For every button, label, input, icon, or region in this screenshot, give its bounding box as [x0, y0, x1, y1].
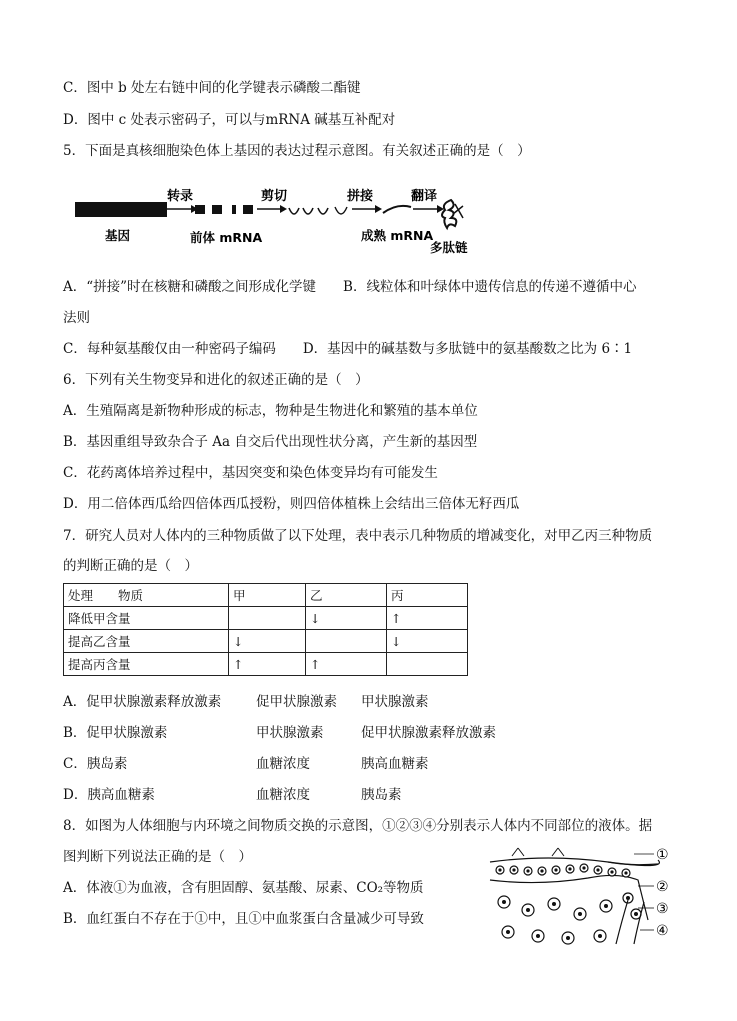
- table-cell: [387, 653, 468, 676]
- marker-2: ②: [656, 879, 669, 895]
- table-header-row: [64, 584, 468, 607]
- q7-option-b-1: B．促甲状腺激素: [63, 725, 168, 741]
- q6-option-c: C．花药离体培养过程中，基因突变和染色体变异均有可能发生: [63, 465, 438, 481]
- q7-option-a-1: A．促甲状腺激素释放激素: [63, 694, 222, 710]
- q5-option-ab: A．“拼接”时在核糖和磷酸之间形成化学键 B．线粒体和叶绿体中遗传信息的传递不遵循中心: [63, 279, 637, 295]
- q4-option-d: D．图中 c 处表示密码子，可以与mRNA 碱基互补配对: [63, 112, 396, 128]
- label-mature-mrna: 成熟 mRNA: [361, 228, 434, 243]
- q8-stem-cont: 图判断下列说法正确的是（ ）: [63, 849, 252, 865]
- q7-option-a-3: 甲状腺激素: [361, 694, 429, 710]
- label-polypeptide: 多肽链: [430, 240, 468, 255]
- step-joining: 拼接: [347, 189, 374, 204]
- q7-option-c-3: 胰高血糖素: [361, 756, 429, 772]
- table-cell: ↑: [387, 607, 468, 630]
- step-translation: 翻译: [411, 189, 438, 204]
- q8-stem: 8．如图为人体细胞与内环境之间物质交换的示意图，①②③④分别表示人体内不同部位的液体。据: [63, 818, 653, 834]
- table-cell: ↓: [387, 630, 468, 653]
- table-row: [64, 630, 468, 653]
- table-header-cell: 乙: [306, 584, 387, 607]
- q7-stem-cont: 的判断正确的是（ ）: [63, 558, 198, 574]
- table-cell: ↑: [229, 653, 306, 676]
- step-transcription: 转录: [167, 189, 194, 204]
- q7-option-b-2: 甲状腺激素: [256, 725, 324, 741]
- q6-option-b: B．基因重组导致杂合子 Aa 自交后代出现性状分离，产生新的基因型: [63, 434, 478, 450]
- q7-stem: 7．研究人员对人体内的三种物质做了以下处理，表中表示几种物质的增减变化，对甲乙丙三种物质: [63, 528, 653, 544]
- q7-option-d-3: 胰岛素: [361, 787, 402, 803]
- table-header-cell: 丙: [387, 584, 468, 607]
- table-cell: [229, 607, 306, 630]
- cell-exchange-figure: [488, 840, 678, 948]
- q4-option-c: C．图中 b 处左右链中间的化学键表示磷酸二酯键: [63, 80, 361, 96]
- table-cell: ↑: [306, 653, 387, 676]
- q5-option-cd: C．每种氨基酸仅由一种密码子编码 D．基因中的碱基数与多肽链中的氨基酸数之比为 6∶1: [63, 341, 633, 357]
- table-cell: 提高乙含量: [64, 630, 229, 653]
- gene-bar: [75, 202, 167, 217]
- q7-option-d-1: D．胰高血糖素: [63, 787, 155, 803]
- label-gene: 基因: [105, 228, 131, 243]
- table-header-cell: 处理 物质: [64, 584, 229, 607]
- marker-4: ④: [656, 923, 669, 939]
- label-pre-mrna: 前体 mRNA: [190, 230, 263, 245]
- table-row: [64, 653, 468, 676]
- marker-1: ①: [656, 847, 669, 863]
- gene-expression-figure: [75, 180, 495, 260]
- q5-option-b-cont: 法则: [63, 310, 90, 326]
- step-splicing: 剪切: [261, 189, 288, 204]
- q7-option-d-2: 血糖浓度: [256, 787, 310, 803]
- q7-option-a-2: 促甲状腺激素: [256, 694, 337, 710]
- table-cell: 降低甲含量: [64, 607, 229, 630]
- q7-option-c-1: C．胰岛素: [63, 756, 128, 772]
- q8-option-a: A．体液①为血液，含有胆固醇、氨基酸、尿素、CO₂等物质: [63, 880, 424, 896]
- q5-stem: 5．下面是真核细胞染色体上基因的表达过程示意图。有关叙述正确的是（ ）: [63, 143, 531, 159]
- q6-option-a: A．生殖隔离是新物种形成的标志，物种是生物进化和繁殖的基本单位: [63, 403, 478, 419]
- q7-option-c-2: 血糖浓度: [256, 756, 310, 772]
- table-header-cell: 甲: [229, 584, 306, 607]
- table-cell: ↓: [306, 607, 387, 630]
- q7-option-b-3: 促甲状腺激素释放激素: [361, 725, 496, 741]
- table-cell: ↓: [229, 630, 306, 653]
- q6-stem: 6．下列有关生物变异和进化的叙述正确的是（ ）: [63, 372, 369, 388]
- table-cell: 提高丙含量: [64, 653, 229, 676]
- q6-option-d: D．用二倍体西瓜给四倍体西瓜授粉，则四倍体植株上会结出三倍体无籽西瓜: [63, 496, 520, 512]
- q7-table: [63, 583, 468, 676]
- table-cell: [306, 630, 387, 653]
- q8-option-b: B．血红蛋白不存在于①中，且①中血浆蛋白含量减少可导致: [63, 911, 424, 927]
- marker-3: ③: [656, 901, 669, 917]
- table-row: [64, 607, 468, 630]
